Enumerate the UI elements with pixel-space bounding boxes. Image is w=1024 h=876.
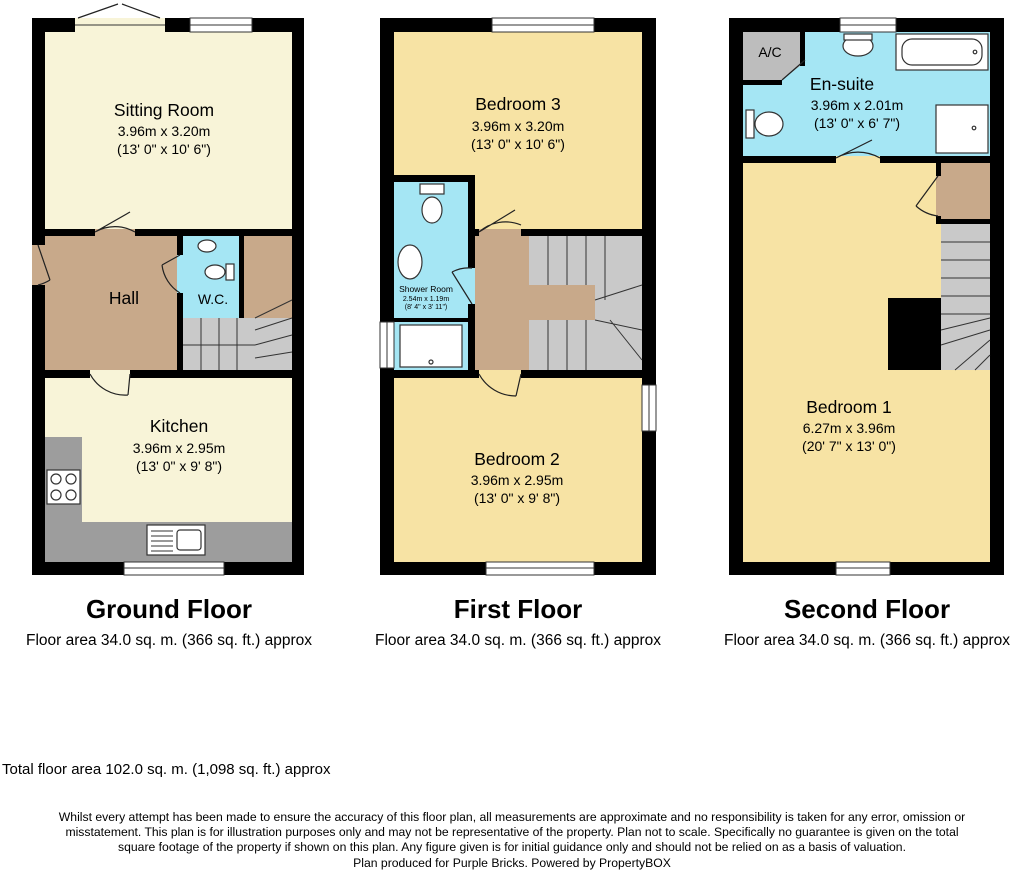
- room-name-kitchen: Kitchen: [149, 416, 209, 436]
- room-dims-ensuite: 3.96m x 2.01m: [810, 97, 904, 113]
- second-stair-landing: [936, 163, 990, 219]
- chimney-breast: [888, 298, 941, 370]
- total-floor-area: Total floor area 102.0 sq. m. (1,098 sq. ft.) approx: [2, 761, 331, 778]
- room-dims-imperial-shower-room: (8' 4" x 3' 11"): [404, 304, 448, 311]
- disclaimer-line: misstatement. This plan is for illustration purposes only and may not be representative of the property. Plan not to scale. Specifically no guarantee is given on the total: [65, 825, 959, 840]
- disclaimer: [0, 810, 1024, 871]
- basin-icon: [398, 245, 422, 279]
- room-name-ensuite: En-suite: [809, 74, 875, 94]
- room-dims-imperial-bedroom-1: (20' 7" x 13' 0"): [802, 438, 896, 454]
- basin-icon: [755, 112, 783, 136]
- room-name-shower-room: Shower Room: [399, 284, 453, 294]
- floor-area-first: Floor area 34.0 sq. m. (366 sq. ft.) approx: [374, 632, 662, 649]
- toilet-icon: [422, 197, 442, 223]
- room-name-hall: Hall: [108, 288, 140, 308]
- first-floor-plan: [380, 18, 656, 575]
- floor-title-first: First Floor: [453, 594, 583, 624]
- shower-tray-icon: [936, 105, 988, 153]
- room-dims-bedroom-1: 6.27m x 3.96m: [802, 420, 896, 436]
- room-name-sitting-room: Sitting Room: [113, 100, 215, 120]
- room-name-wc: W.C.: [197, 291, 229, 307]
- floor-title-second: Second Floor: [783, 594, 951, 624]
- room-name-ac: A/C: [758, 44, 782, 60]
- disclaimer-line: square footage of the property if shown on this plan. Any figure given is for initial guidance only and should not be relied on as a basis of valuation.: [118, 840, 906, 855]
- bedroom-2-area: [394, 378, 642, 562]
- basin-icon: [198, 240, 216, 252]
- toilet-icon: [205, 265, 225, 279]
- disclaimer-line: Plan produced for Purple Bricks. Powered by PropertyBOX: [353, 855, 671, 870]
- second-staircase: [941, 224, 990, 370]
- room-name-bedroom-1: Bedroom 1: [806, 397, 892, 417]
- room-dims-sitting-room: 3.96m x 3.20m: [117, 123, 211, 139]
- room-name-bedroom-3: Bedroom 3: [475, 94, 561, 114]
- room-dims-bedroom-2: 3.96m x 2.95m: [470, 472, 564, 488]
- room-dims-imperial-ensuite: (13' 0" x 6' 7"): [813, 115, 901, 131]
- floor-area-ground: Floor area 34.0 sq. m. (366 sq. ft.) approx: [25, 632, 313, 649]
- room-dims-kitchen: 3.96m x 2.95m: [132, 440, 226, 456]
- room-dims-imperial-kitchen: (13' 0" x 9' 8"): [135, 458, 223, 474]
- room-dims-imperial-bedroom-2: (13' 0" x 9' 8"): [473, 490, 561, 506]
- ground-floor-plan: [32, 4, 304, 575]
- room-dims-imperial-bedroom-3: (13' 0" x 10' 6"): [471, 136, 565, 152]
- disclaimer-line: Whilst every attempt has been made to ensure the accuracy of this floor plan, all measurements are approximate and no responsibility is taken for any error, omission or: [58, 810, 966, 824]
- floor-title-ground: Ground Floor: [85, 594, 253, 624]
- room-dims-bedroom-3: 3.96m x 3.20m: [471, 118, 565, 134]
- second-floor-plan: [729, 18, 1004, 575]
- hob-icon: [47, 470, 80, 504]
- room-dims-imperial-sitting-room: (13' 0" x 10' 6"): [117, 141, 211, 157]
- floor-area-second: Floor area 34.0 sq. m. (366 sq. ft.) approx: [723, 632, 1011, 649]
- room-dims-shower-room: 2.54m x 1.19m: [402, 296, 450, 303]
- first-landing-area: [475, 236, 529, 370]
- room-name-bedroom-2: Bedroom 2: [474, 449, 560, 469]
- ground-stair-landing: [244, 236, 292, 318]
